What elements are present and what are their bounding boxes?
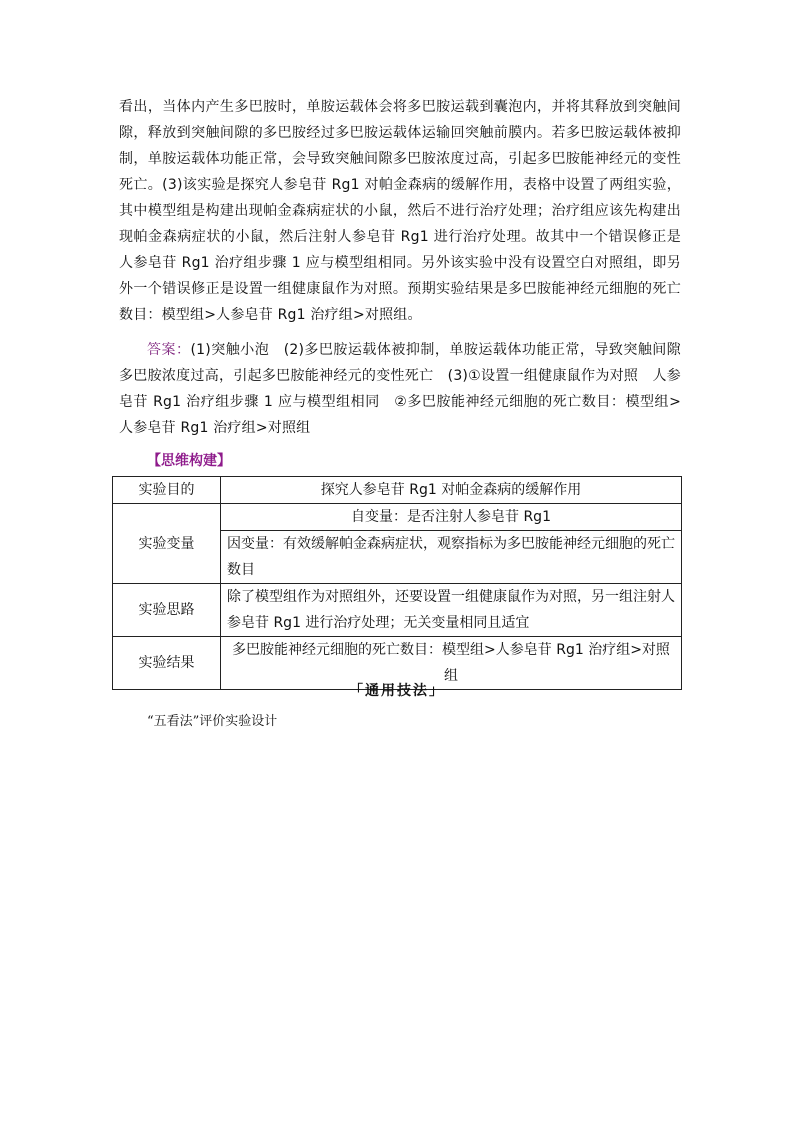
answer-text: (1)突触小泡 (2)多巴胺运载体被抑制，单胺运载体功能正常，导致突触间隙多巴胺浓度过高，引起多巴胺能神经元的变性死亡 (3)①设置一组健康鼠作为对照 人参皂苷 Rg1 治疗组步骤 1 应与模型组相同 ②多巴胺能神经元细胞的死亡数目：模型组>人参皂苷 Rg1 治疗组>对照组 xyxy=(119,342,682,436)
table-row xyxy=(113,584,682,637)
answer-paragraph xyxy=(119,337,681,441)
table-row xyxy=(113,477,682,504)
answer-label: 答案： xyxy=(147,342,191,358)
purpose-value: 探究人参皂苷 Rg1 对帕金森病的缓解作用 xyxy=(221,477,682,504)
purpose-label: 实验目的 xyxy=(113,477,221,504)
approach-label: 实验思路 xyxy=(113,584,221,637)
explanation-paragraph: 看出，当体内产生多巴胺时，单胺运载体会将多巴胺运载到囊泡内，并将其释放到突触间隙，释放到突触间隙的多巴胺经过多巴胺运载体运输回突触前膜内。若多巴胺运载体被抑制，单胺运载体功能正常，会导致突触间隙多巴胺浓度过高，引起多巴胺能神经元的变性死亡。(3)该实验是探究人参皂苷 Rg1 对帕金森病的缓解作用，表格中设置了两组实验，其中模型组是构建出现帕金森病症状的小鼠，然后不进行治疗处理；治疗组应该先构建出现帕金森病症状的小鼠，然后注射人参皂苷 Rg1 进行治疗处理。故其中一个错误修正是人参皂苷 Rg1 治疗组步骤 1 应与模型组相同。另外该实验中没有设置空白对照组，即另外一个错误修正是设置一组健康鼠作为对照。预期实验结果是多巴胺能神经元细胞的死亡数目：模型组>人参皂苷 Rg1 治疗组>对照组。 xyxy=(119,99,681,323)
technique-title: 「通用技法」 xyxy=(349,683,445,699)
approach-value: 除了模型组作为对照组外，还要设置一组健康鼠作为对照，另一组注射人参皂苷 Rg1 进行治疗处理；无关变量相同且适宜 xyxy=(221,584,682,637)
dependent-variable: 因变量：有效缓解帕金森病症状，观察指标为多巴胺能神经元细胞的死亡数目 xyxy=(221,531,682,584)
section-title: 【思维构建】 xyxy=(147,453,231,469)
technique-subtitle: “五看法”评价实验设计 xyxy=(147,714,278,729)
result-value: 多巴胺能神经元细胞的死亡数目：模型组>人参皂苷 Rg1 治疗组>对照组 xyxy=(221,637,682,690)
table-row xyxy=(113,504,682,531)
variable-label: 实验变量 xyxy=(113,504,221,584)
independent-variable: 自变量：是否注射人参皂苷 Rg1 xyxy=(221,504,682,531)
experiment-summary-table xyxy=(112,476,682,690)
result-label: 实验结果 xyxy=(113,637,221,690)
